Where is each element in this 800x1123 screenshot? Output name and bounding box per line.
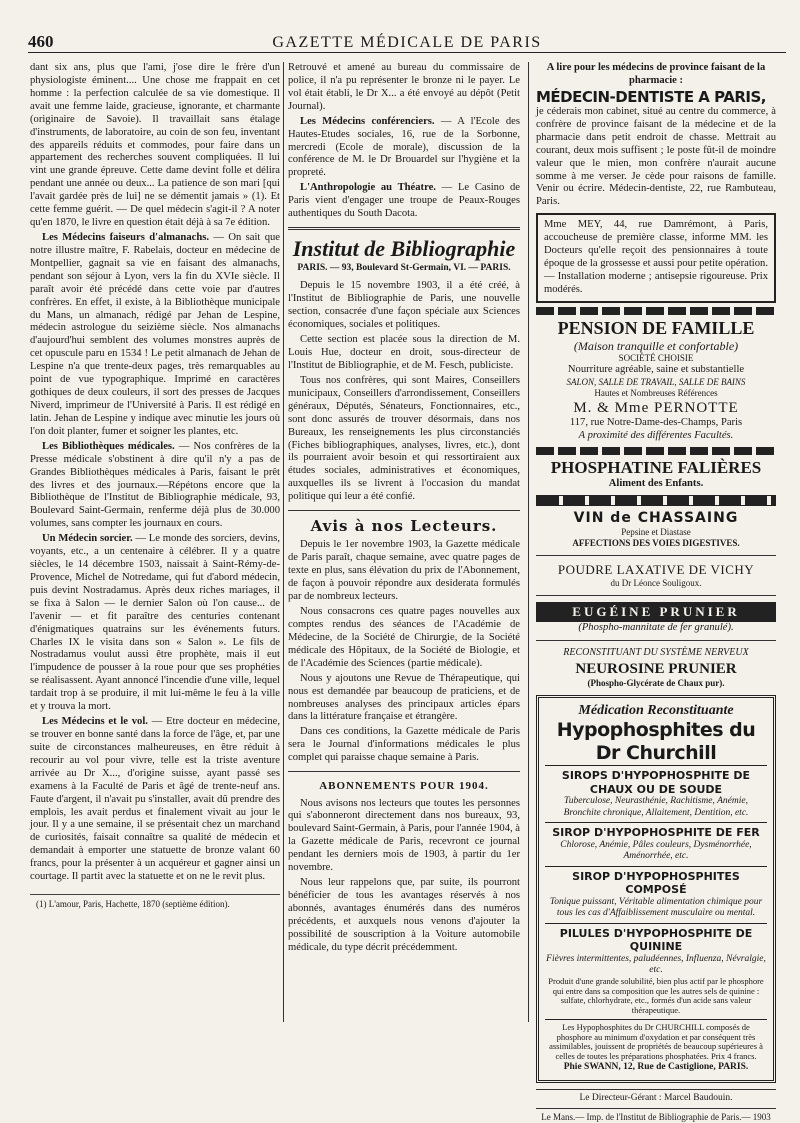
paragraph: Nous consacrons ces quatre pages nouvelles aux comptes rendus des séances de l'Académie de Médecine, de la Société de Chirurgie, de la Société médicale des Hôpitaux, de la Société de Biologie, et de l'Académie des Sciences (partie médicale).	[288, 606, 520, 669]
article-body: — Nos confrères de la Presse médicale s'obstinent à dire qu'il n'y a pas de Grandes Bibliothèques médicales à Paris, faisant le prêt des livres et des journaux.—Répétons encore que la Bibliothèque de l'Institut de Bibliographie médicale, 93, Boulevard Saint-Germain, renferme déjà plus de 30.000 volumes, sans compter les journaux en cours.	[30, 440, 280, 530]
ad-title: PENSION DE FAMILLE	[557, 317, 755, 338]
footnote: (1) L'amour, Paris, Hachette, 1870 (septième édition).	[30, 894, 280, 910]
paragraph: Dans ces conditions, la Gazette médicale de Paris sera le Journal d'informations médicales le plus complet qui paraisse chaque semaine à Paris.	[288, 726, 520, 764]
article-body: — A l'Ecole des Hautes-Etudes sociales, 16, rue de la Sorbonne, mercredi (Ecole de morale), discussion de la conférence de M. le Dr Brouardel sur l'hygiène et la propreté.	[288, 115, 521, 179]
product-name: SIROP D'HYPOPHOSPHITE DE FER	[552, 826, 760, 840]
ad-title: NEUROSINE PRUNIER	[575, 660, 737, 677]
article-body: — On sait que notre illustre maître, F. Rabelais, docteur en médecine de Montpellier, gagnait sa vie en faisant des almanachs, pendant son séjour à Lyon, vers la fin du XVIe siècle. Il paraît avoir été précédé dans cette voie par d'autres confrères. En effet, il existe, à la Bibliothèque municipale du Mans, un almanach, rédigé par Jehan de Lespine, médecin astrologue du seizième siècle. Nos almanachs d'aujourd'hui semblent des volumes monstres auprès de cet opuscule paru en 1534 ! Le petit almanach de Jehan de Lespine n'a que trente-deux pages, très remarquables au point de vue typographique. Imprimé en caractères gothiques de deux couleurs, il sort des presses de Jacques Niverd, imprimeur de l'Université à Paris. Il est rédigé en latin. Jehan de Lespine y indique avec minutie les jours où l'on doit planter, fumer et soigner les plantes, etc.	[30, 231, 280, 437]
ad-title: PHOSPHATINE FALIÈRES	[550, 458, 762, 478]
paragraph: Cette section est placée sous la direction de M. Louis Hue, docteur en droit, sous-directeur de l'Institut de Bibliographie, et de M. Fesch, publiciste.	[288, 334, 520, 371]
ad-line: Nourriture agréable, saine et substantielle	[567, 364, 745, 376]
ad-line: A proximité des différentes Facultés.	[578, 430, 734, 442]
article-heading: Un Médecin sorcier.	[42, 533, 133, 545]
ornament-band	[536, 495, 776, 506]
ad-section	[545, 822, 767, 866]
ad-body: je céderais mon cabinet, situé au centre du commerce, à confrère de province faisant de la médecine et de la pharmacie dans petit endroit de chasse. Mettrait au courant, deux mois suffisent ; le poste fût-il de moindre valeur que le mien, mon confrère n'aurait aucune somme à me verser. Je cède pour raisons de famille. Venir ou écrire. Médecin-dentiste, 22, rue Rambuteau, Paris.	[536, 105, 776, 208]
paragraph: Nous leur rappelons que, par suite, ils pourront bénéficier de tous les avantages réservés à nos abonnés, avantages énumérés dans des numéros précédents, et auxquels nous venons d'ajouter la possibilité de souscription à la Voiture automobile médicale, du type décrit précédemment.	[288, 877, 520, 953]
article-sorcier	[30, 533, 280, 714]
separator	[536, 555, 776, 556]
ad-section	[545, 923, 767, 1019]
column-rule	[528, 62, 529, 1022]
directeur-gerant: Le Directeur-Gérant : Marcel Baudouin.	[536, 1089, 776, 1105]
ad-section	[545, 1019, 767, 1077]
ad-title: EUGÉINE PRUNIER	[536, 602, 776, 622]
ad-subtitle: (Maison tranquille et confortable)	[573, 338, 739, 353]
page-header	[28, 30, 786, 53]
column-right-ads	[536, 62, 776, 1123]
separator	[288, 510, 520, 511]
ad-heading: RECONSTITUANT DU SYSTÈME NERVEUX	[563, 647, 749, 659]
article-anthropologie	[288, 182, 520, 221]
ad-phosphatine	[536, 459, 776, 491]
ad-section	[545, 765, 767, 822]
ad-line: du Dr Léonce Souligoux.	[610, 577, 702, 588]
ad-vin-chassaing	[536, 510, 776, 549]
paragraph: dant six ans, plus que l'ami, j'ose dire le frère d'un physiologiste éminent.... Une chose me frappait en cet homme : la perfection calculée de sa vie domestique. Il avait une femme laide, gracieuse, ignorante, et charmante (originaire de Savoie). Il travaillait sans étalage d'instruments, de laboratoire, au coin de son feu, inventant des appareils réduits et commodes, pour faire dans un appartement des recherches souvent compliquées. Il lui vint une grande épreuve. Cette dame devint folle et délira pendant une année ou deux... La patience de son mari [qui l'avait gardée près de lui] ne se démentit jamais » (1). Et cette femme guérit. — De quel médecin s'agit-il ? A noter qu'en 1870, le livre en question était déjà à sa 7e édition.	[30, 62, 280, 229]
separator	[536, 640, 776, 641]
ad-line: (Phospho-mannitate de fer granulé).	[578, 621, 734, 633]
ad-line: (Phospho-Glycérate de Chaux pur).	[587, 677, 725, 688]
product-name: PILULES D'HYPOPHOSPHITE DE QUININE	[559, 926, 753, 954]
institut-address: PARIS. — 93, Boulevard St-Germain, VI. — PARIS.	[297, 262, 511, 273]
ad-dentiste	[536, 62, 776, 209]
product-name: SIROPS D'HYPOPHOSPHITE DE CHAUX OU DE SOUDE	[561, 769, 751, 796]
separator	[536, 595, 776, 596]
article-heading: Les Bibliothèques médicales.	[42, 440, 175, 452]
article-vol	[30, 716, 280, 884]
ad-body: Mme MEY, 44, rue Damrémont, à Paris, accoucheuse de première classe, informe MM. les Docteurs qu'elle reçoit des pensionnaires à toute époque de la grossesse et aussi pour petite opération. — Installation moderne ; antisepsie rigoureuse. Prix modérés.	[544, 219, 768, 295]
ad-section	[545, 866, 767, 923]
separator	[288, 771, 520, 772]
ad-mey	[536, 213, 776, 303]
column-rule	[283, 62, 284, 1022]
ad-subtitle: Aliment des Enfants.	[608, 477, 704, 489]
ad-poudre-vichy	[536, 562, 776, 589]
ad-eugeine	[536, 602, 776, 635]
ad-heading: Médication Reconstituante	[578, 702, 734, 718]
product-name: SIROP D'HYPOPHOSPHITES COMPOSÉ	[572, 869, 740, 897]
article-body: — Etre docteur en médecine, se trouver en bonne santé dans la force de l'âge, et, par une suite de circonstances malheureuses, en être réduit à recourir au vol pour vivre, telle est la triste aventure arrivée au Dr X..., d'origine suisse, ayant passé ses examens à la Faculté de Paris et âgé de trente-neuf ans. Faute d'argent, il n'avait pu s'installer, avait dû prendre des emplois, les avait perdus et finalement vivait au jour le jour. Il y a une semaine, il se présentait chez un marchand de curiosités, faisait connaître sa qualité de médecin et demandait à emporter une statuette de bronze valant 60 francs, pour la présenter à un acquéreur et gagner ainsi un courtage. Il partit avec la statuette et on ne le revit plus.	[30, 716, 280, 883]
article-almanachs	[30, 232, 280, 439]
ad-line: SOCIÉTÉ CHOISIE	[618, 353, 694, 364]
column-middle	[288, 62, 520, 1037]
separator	[288, 227, 520, 230]
ad-title: POUDRE LAXATIVE DE VICHY	[557, 561, 755, 577]
ad-title: Hypophosphites du Dr Churchill	[556, 718, 756, 765]
product-indications: Fièvres intermittentes, paludéennes, Influenza, Névralgie, etc.	[546, 953, 766, 976]
ad-name: M. & Mme PERNOTTE	[573, 400, 739, 417]
paragraph: Retrouvé et amené au bureau du commissaire de police, il n'a pu représenter le bronze ni le payer. Le vol était établi, le Dr X... a été envoyé au dépôt (Petit Journal).	[288, 62, 520, 112]
ad-pension	[536, 319, 776, 443]
product-indications: Tonique puissant, Véritable alimentation chimique pour tous les cas d'Affaiblissement musculaire ou mental.	[549, 896, 763, 919]
article-body: — Le Casino de Paris vient d'engager une troupe de Peaux-Rouges authentiques du South Dacota.	[288, 182, 520, 220]
institut-title: Institut de Bibliographie	[292, 236, 516, 262]
ad-address: 117, rue Notre-Dame-des-Champs, Paris	[569, 417, 743, 429]
ad-title: MÉDECIN-DENTISTE A PARIS,	[536, 87, 766, 106]
article-heading: L'Anthropologie au Théatre.	[300, 182, 436, 194]
paragraph: Tous nos confrères, qui sont Maires, Conseillers municipaux, Conseillers d'arrondissement, Conseillers généraux, Députés, Sénateurs, Fonctionnaires, etc., sont donc assurés de trouver désormais, dans nos Bureaux, les renseignements les plus circonstanciés (Fiches bibliographiques, analyses, livres, etc.), dont ils pourraient avoir besoin et qui ressortiraient aux études sociales, administratives et économiques, auxquelles ils se livrent à l'occasion du mandat politique qui leur a été confié.	[288, 374, 520, 503]
ad-heading: A lire pour les médecins de province faisant de la pharmacie :	[546, 62, 766, 86]
ad-line: Hautes et Nombreuses Références	[594, 388, 718, 399]
avis-title: Avis à nos Lecteurs.	[310, 517, 498, 536]
ad-line: SALON, SALLE DE TRAVAIL, SALLE DE BAINS	[566, 377, 746, 388]
article-heading: Les Médecins et le vol.	[42, 716, 148, 728]
paragraph: Nous y ajoutons une Revue de Thérapeutique, qui nous est demandée par beaucoup de praticiens, et de nombreuses analyses des principaux articles épars dans la littérature française et étrangère.	[288, 672, 520, 723]
imprimerie: Le Mans.— Imp. de l'Institut de Bibliographie de Paris.— 1903	[536, 1108, 776, 1123]
product-indications: Tuberculose, Neurasthénie, Rachitisme, Anémie, Bronchite chronique, Allaitement, Dentition, etc.	[563, 796, 749, 818]
ad-neurosine	[536, 647, 776, 688]
ad-hypophosphites	[536, 695, 776, 1084]
journal-title: GAZETTE MÉDICALE DE PARIS	[272, 34, 542, 51]
product-note: Les Hypophosphites du Dr CHURCHILL composés de phosphore au minimum d'oxydation et par conséquent très assimilables, jouissent de propriétés de beaucoup supérieures à celles de toutes les préparations phosphatées. Prix 4 francs.	[549, 1021, 763, 1062]
ornament-band	[536, 447, 776, 455]
abonnements-title: ABONNEMENTS POUR 1904.	[319, 780, 489, 793]
product-indications: Chlorose, Anémie, Pâles couleurs, Dysménorrhée, Aménorrhée, etc.	[560, 839, 752, 862]
page-number: 460	[28, 32, 54, 51]
pharmacy-address: Phie SWANN, 12, Rue de Castiglione, PARIS.	[563, 1061, 749, 1072]
paragraph: Depuis le 15 novembre 1903, il a été créé, à l'Institut de Bibliographie de Paris, une nouvelle section, consacrée d'une façon spéciale aux Sciences économiques, sociales et politiques.	[288, 280, 520, 331]
product-note: Produit d'une grande solubilité, bien plus actif par le phosphore qui entre dans sa composition que les autres sels de quinine : sulfate, chlorhydrate, etc., formés d'un acide sans valeur thérapeutique.	[548, 975, 764, 1016]
article-bibliotheques	[30, 441, 280, 531]
paragraph: Nous avisons nos lecteurs que toutes les personnes qui s'abonneront directement dans nos bureaux, 93, boulevard Saint-Germain, à Paris, pour l'année 1904, à la Gazette médicale de Paris, recevront ce journal pendant les derniers mois de 1903, à partir du 1er novembre.	[288, 797, 520, 874]
ad-line: Pepsine et Diastase	[621, 526, 691, 537]
ornament-band	[536, 307, 776, 315]
column-left	[30, 62, 280, 1037]
article-body: — Le monde des sorciers, devins, voyants, etc., a un centenaire à célébrer. Il y a quatre siècles, le 14 décembre 1503, naissait à Saint-Rémy-de-Provence, Michel de Notredame, qui fut d'abord médecin, puis devint Nostradamus. Après deux riches mariages, il se fixa à Salon — le dernier Salon où l'on cause... de l'avenir — et fit paraître des centuries contenant d'énigmatiques quatrains sur les événements futurs. Charles IX le visita dans son « Salon ». Le fils de Nostradamus voulut aussi être prophète, mais il eut l'impudence de pousser à la roue pour que ses prophéties se réalisassent. Ayant annoncé l'incendie d'une ville, lequel tardait trop à se produire, il mit lui-même le feu à la ville et y trouva la mort.	[30, 533, 281, 713]
ad-line: AFFECTIONS DES VOIES DIGESTIVES.	[572, 537, 740, 548]
paragraph: Depuis le 1er novembre 1903, la Gazette médicale de Paris paraît, chaque semaine, avec quatre pages de texte en plus, sans élévation du prix de l'Abonnement, de façon à pouvoir répondre aux desiderata formulés par de nombreux lecteurs.	[288, 539, 520, 603]
article-heading: Les Médecins faiseurs d'almanachs.	[42, 231, 209, 243]
article-conferenciers	[288, 116, 520, 181]
article-heading: Les Médecins conférenciers.	[300, 115, 435, 127]
ad-title: VIN de CHASSAING	[573, 509, 739, 526]
